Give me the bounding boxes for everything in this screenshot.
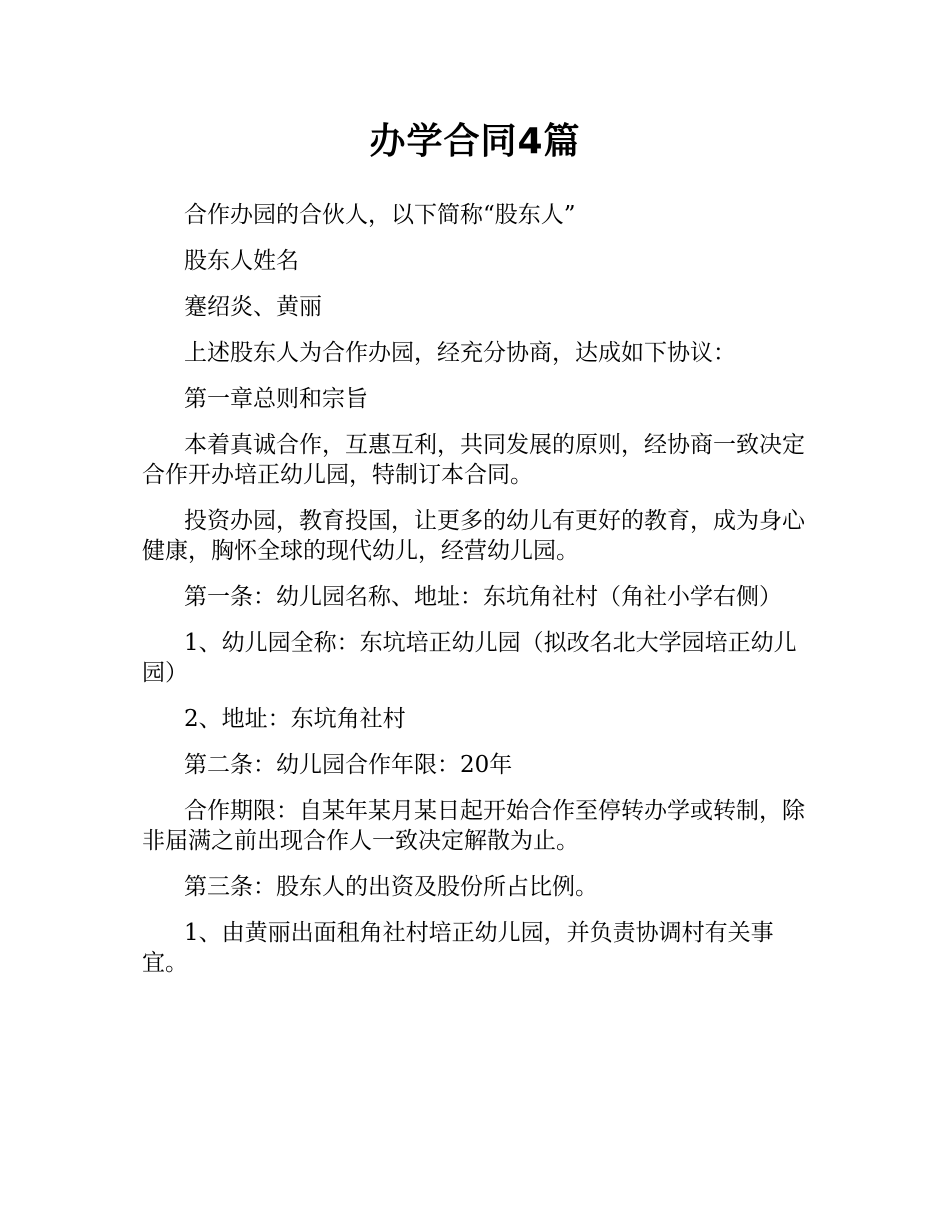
paragraph-article-three: 第三条：股东人的出资及股份所占比例。	[184, 874, 598, 900]
document-title: 办学合同4篇	[369, 121, 581, 162]
paragraph-shareholder-names: 蹇绍炎、黄丽	[184, 294, 322, 320]
paragraph-article-one: 第一条：幼儿园名称、地址：东坑角社村（角社小学右侧）	[184, 584, 782, 610]
paragraph-partners-intro: 合作办园的合伙人，以下简称“股东人”	[184, 202, 576, 228]
paragraph-principles: 本着真诚合作，互惠互利，共同发展的原则，经协商一致决定合作开办培正幼儿园，特制订本合同。	[142, 432, 805, 488]
paragraph-agreement-intro: 上述股东人为合作办园，经充分协商，达成如下协议：	[184, 340, 736, 366]
paragraph-article-two: 第二条：幼儿园合作年限：20年	[184, 752, 513, 778]
paragraph-chapter-one-heading: 第一章总则和宗旨	[184, 386, 368, 412]
document-body	[142, 200, 810, 994]
paragraph-full-name: 1、幼儿园全称：东坑培正幼儿园（拟改名北大学园培正幼儿园）	[142, 630, 797, 686]
paragraph-shareholder-name-label: 股东人姓名	[184, 248, 299, 274]
paragraph-address: 2、地址：东坑角社村	[184, 706, 406, 732]
paragraph-lease-responsibility: 1、由黄丽出面租角社村培正幼儿园，并负责协调村有关事宜。	[142, 920, 774, 976]
paragraph-cooperation-term: 合作期限：自某年某月某日起开始合作至停转办学或转制，除非届满之前出现合作人一致决定解散为止。	[142, 798, 805, 854]
paragraph-purpose: 投资办园，教育投国，让更多的幼儿有更好的教育，成为身心健康，胸怀全球的现代幼儿，经营幼儿园。	[142, 508, 805, 564]
